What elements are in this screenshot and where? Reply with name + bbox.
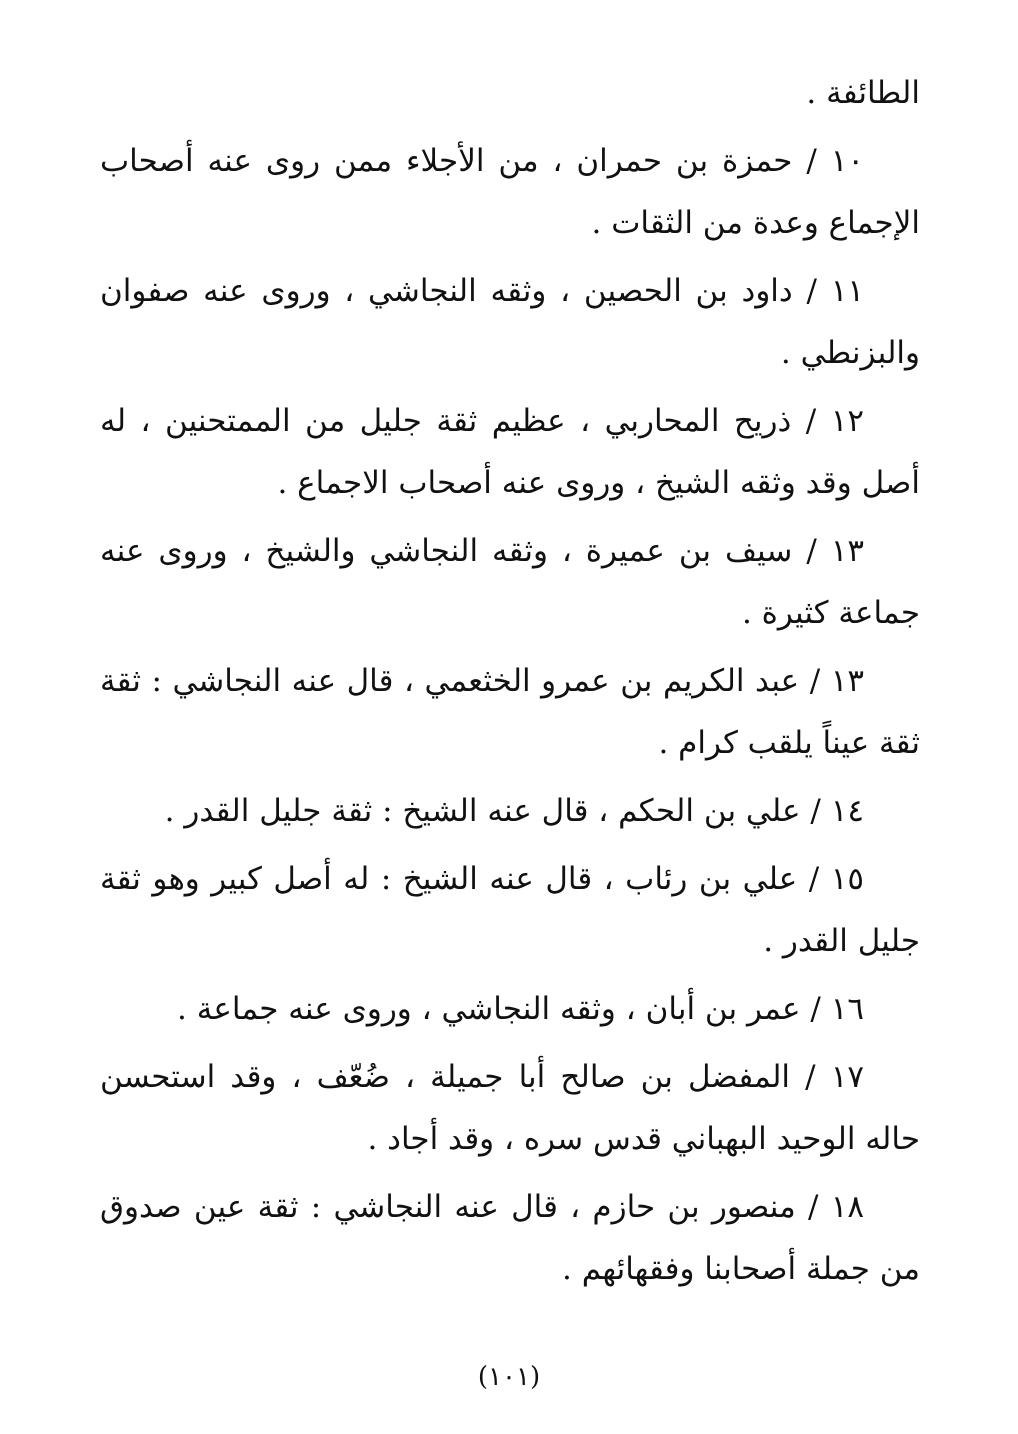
paragraph-entry-18: ١٨ / منصور بن حازم ، قال عنه النجاشي : ثقة عين صدوق من جملة أصحابنا وفقهائهم . (100, 1189, 920, 1287)
paragraph-continuation: الطائفة . (806, 75, 920, 111)
paragraph-entry-16: ١٦ / عمر بن أبان ، وثقه النجاشي ، وروى عنه جماعة . (177, 991, 864, 1027)
page-number: (١٠١) (477, 1362, 541, 1392)
paragraph-entry-17: ١٧ / المفضل بن صالح أبا جميلة ، ضُعّف ، وقد استحسن حاله الوحيد البهباني قدس سره ، وقد أجاد . (100, 1059, 920, 1157)
paragraph-entry-12: ١٢ / ذريح المحاربي ، عظيم ثقة جليل من الممتحنين ، له أصل وقد وثقه الشيخ ، وروى عنه أصحاب الاجماع . (100, 403, 920, 501)
paragraph-entry-13b: ١٣ / عبد الكريم بن عمرو الخثعمي ، قال عنه النجاشي : ثقة ثقة عيناً يلقب كرام . (100, 663, 920, 761)
paragraph-entry-15: ١٥ / علي بن رئاب ، قال عنه الشيخ : له أصل كبير وهو ثقة جليل القدر . (100, 861, 920, 959)
paragraph-entry-11: ١١ / داود بن الحصين ، وثقه النجاشي ، وروى عنه صفوان والبزنطي . (100, 273, 920, 371)
paragraph-entry-13a: ١٣ / سيف بن عميرة ، وثقه النجاشي والشيخ ، وروى عنه جماعة كثيرة . (100, 533, 920, 631)
body-text (100, 62, 920, 1306)
paragraph-entry-14: ١٤ / علي بن الحكم ، قال عنه الشيخ : ثقة جليل القدر . (164, 793, 864, 829)
paragraph-entry-10: ١٠ / حمزة بن حمران ، من الأجلاء ممن روى عنه أصحاب الإجماع وعدة من الثقات . (100, 143, 920, 241)
